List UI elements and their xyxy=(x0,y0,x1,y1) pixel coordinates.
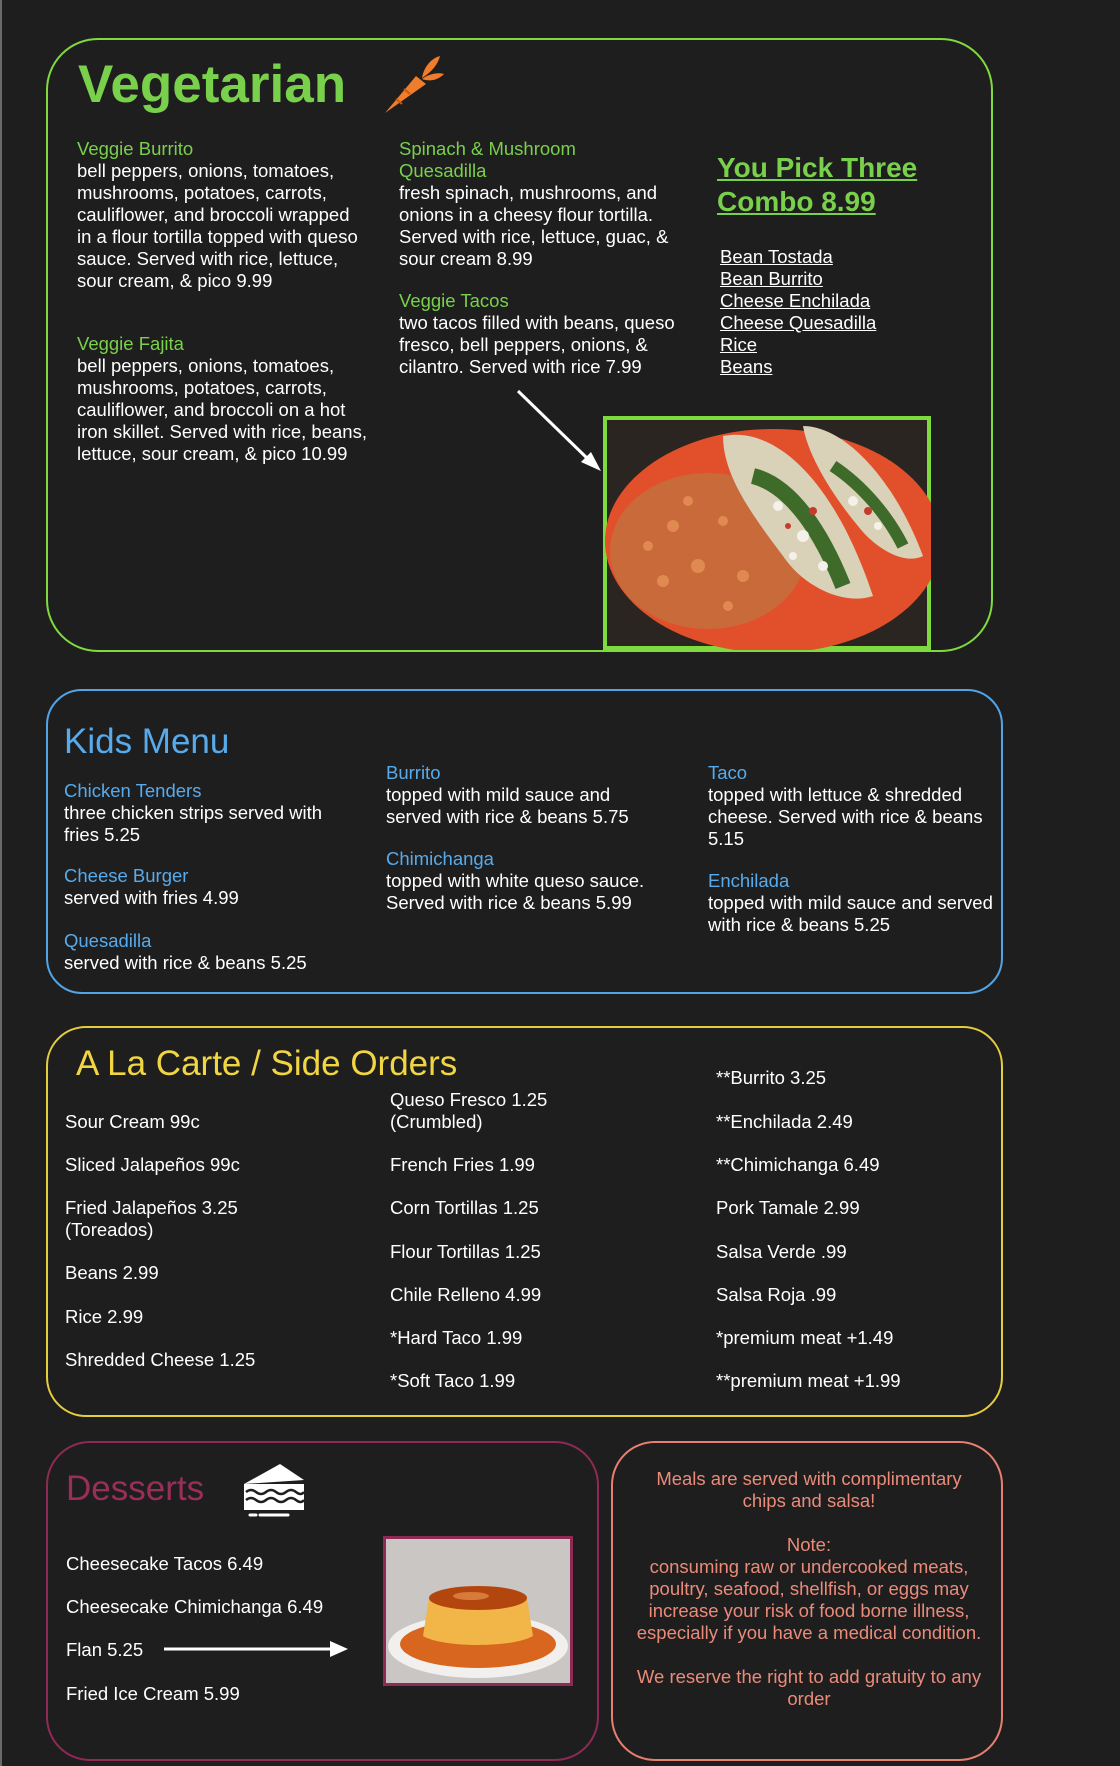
item-description: topped with mild sauce and served with rice & beans 5.25 xyxy=(708,892,993,935)
cake-slice-icon xyxy=(240,1458,310,1520)
carrot-icon xyxy=(380,52,446,116)
veggie-tacos-photo xyxy=(603,416,931,650)
menu-item-burrito xyxy=(386,762,656,828)
item-description: two tacos filled with beans, queso fresco, bell peppers, onions, & cilantro. Served with rice 7.99 xyxy=(399,312,675,377)
desserts-title: Desserts xyxy=(66,1469,205,1508)
combo-option: Cheese Quesadilla xyxy=(720,312,877,333)
list-item: French Fries 1.99 xyxy=(390,1154,535,1175)
list-item: **premium meat +1.99 xyxy=(716,1370,901,1391)
item-name: Chicken Tenders xyxy=(64,780,202,801)
list-item: Sliced Jalapeños 99c xyxy=(65,1154,240,1175)
list-item: (Toreados) xyxy=(65,1219,154,1240)
item-description: topped with white queso sauce. Served with rice & beans 5.99 xyxy=(386,870,645,913)
list-item: **Chimichanga 6.49 xyxy=(716,1154,880,1175)
list-item: Pork Tamale 2.99 xyxy=(716,1197,860,1218)
list-item: (Crumbled) xyxy=(390,1111,483,1132)
combo-title: You Pick Three Combo 8.99 xyxy=(717,152,918,217)
menu-item-chimichanga xyxy=(386,848,656,914)
item-description: bell peppers, onions, tomatoes, mushrooms, potatoes, carrots, cauliflower, and broccoli wrapped in a flour tortilla topped with queso sauce. Served with rice, lettuce, sour cream, & pico 9.99 xyxy=(77,160,358,291)
list-item: Chile Relleno 4.99 xyxy=(390,1284,542,1305)
vegetarian-title: Vegetarian xyxy=(78,55,347,114)
menu-item-veggie-burrito xyxy=(77,138,367,292)
item-description: topped with lettuce & shredded cheese. Served with rice & beans 5.15 xyxy=(708,784,983,849)
notes-text xyxy=(620,1468,998,1710)
item-name: Cheese Burger xyxy=(64,865,189,886)
list-item: Fried Ice Cream 5.99 xyxy=(66,1683,240,1704)
note-label: Note: xyxy=(786,1534,832,1555)
complimentary-note: Meals are served with complimentary chips and salsa! xyxy=(656,1468,962,1511)
flan-photo xyxy=(383,1536,573,1686)
list-item: *Hard Taco 1.99 xyxy=(390,1327,523,1348)
menu-item-enchilada xyxy=(708,870,993,936)
item-name: Burrito xyxy=(386,762,441,783)
list-item: Shredded Cheese 1.25 xyxy=(65,1349,256,1370)
combo-option: Cheese Enchilada xyxy=(720,290,871,311)
item-description: topped with mild sauce and served with rice & beans 5.75 xyxy=(386,784,629,827)
combo-option: Bean Tostada xyxy=(720,246,833,267)
item-description: served with rice & beans 5.25 xyxy=(64,952,307,973)
list-item: Sour Cream 99c xyxy=(65,1111,200,1132)
list-item: Beans 2.99 xyxy=(65,1262,159,1283)
item-description: fresh spinach, mushrooms, and onions in a cheesy flour tortilla. Served with rice, lettuce, guac, & sour cream 8.99 xyxy=(399,182,669,269)
list-item: Queso Fresco 1.25 xyxy=(390,1089,548,1110)
item-name: Taco xyxy=(708,762,748,783)
menu-item-veggie-tacos xyxy=(399,290,684,378)
item-description: bell peppers, onions, tomatoes, mushrooms, potatoes, carrots, cauliflower, and broccoli on a hot iron skillet. Served with rice, beans, lettuce, sour cream, & pico 10.99 xyxy=(77,355,367,464)
food-safety-warning: consuming raw or undercooked meats, poultry, seafood, shellfish, or eggs may increase your risk of food borne illness, especially if you have a medical condition. xyxy=(636,1556,982,1643)
menu-item-chicken-tenders xyxy=(64,780,344,846)
item-description: served with fries 4.99 xyxy=(64,887,239,908)
list-item: *premium meat +1.49 xyxy=(716,1327,894,1348)
list-item: **Burrito 3.25 xyxy=(716,1067,827,1088)
list-item: Salsa Verde .99 xyxy=(716,1241,847,1262)
item-name: Veggie Tacos xyxy=(399,290,509,311)
menu-item-cheese-burger xyxy=(64,865,344,909)
combo-option: Rice xyxy=(720,334,758,355)
combo-options xyxy=(720,246,876,378)
item-name: Chimichanga xyxy=(386,848,494,869)
list-item: Cheesecake Tacos 6.49 xyxy=(66,1553,264,1574)
menu-item-taco xyxy=(708,762,993,850)
page-edge xyxy=(0,0,2,1766)
item-description: three chicken strips served with fries 5.25 xyxy=(64,802,323,845)
menu-item-spinach-mushroom-quesadilla xyxy=(399,138,684,270)
arrow-to-flan-icon xyxy=(162,1639,350,1659)
menu-item-veggie-fajita xyxy=(77,333,367,465)
item-name: Spinach & Mushroom Quesadilla xyxy=(399,138,576,181)
item-name: Enchilada xyxy=(708,870,790,891)
list-item: Rice 2.99 xyxy=(65,1306,144,1327)
list-item: **Enchilada 2.49 xyxy=(716,1111,853,1132)
list-item: Corn Tortillas 1.25 xyxy=(390,1197,539,1218)
arrow-to-tacos-icon xyxy=(515,388,605,474)
combo-option: Beans xyxy=(720,356,773,377)
list-item: *Soft Taco 1.99 xyxy=(390,1370,516,1391)
item-name: Veggie Fajita xyxy=(77,333,184,354)
menu-item-quesadilla xyxy=(64,930,344,974)
list-item: Fried Jalapeños 3.25 xyxy=(65,1197,238,1218)
list-item: Flour Tortillas 1.25 xyxy=(390,1241,541,1262)
a-la-carte-title: A La Carte / Side Orders xyxy=(76,1044,458,1083)
list-item: Flan 5.25 xyxy=(66,1639,144,1660)
list-item: Cheesecake Chimichanga 6.49 xyxy=(66,1596,324,1617)
gratuity-note: We reserve the right to add gratuity to any order xyxy=(636,1666,982,1709)
item-name: Quesadilla xyxy=(64,930,152,951)
kids-menu-title: Kids Menu xyxy=(64,722,230,761)
list-item: Salsa Roja .99 xyxy=(716,1284,837,1305)
combo-option: Bean Burrito xyxy=(720,268,823,289)
item-name: Veggie Burrito xyxy=(77,138,194,159)
